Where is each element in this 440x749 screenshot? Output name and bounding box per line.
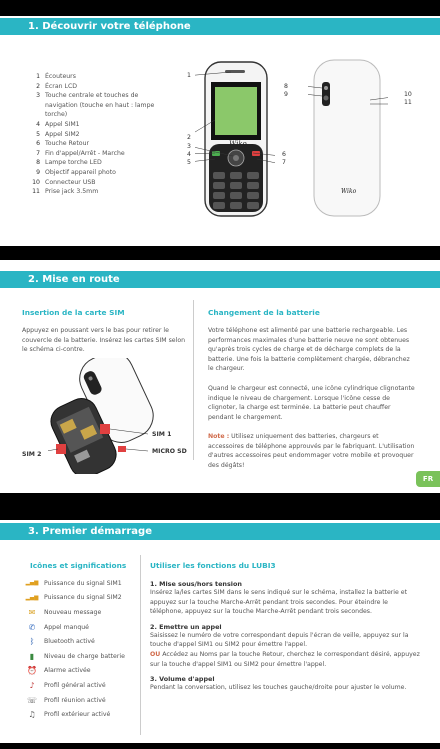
column-divider	[193, 300, 194, 460]
icon-legend-label: Bluetooth activé	[44, 638, 95, 646]
phone-back-illustration	[308, 58, 388, 220]
icon-legend-item	[26, 664, 125, 679]
callout-number: 2	[187, 134, 191, 141]
callout-number: 5	[187, 159, 191, 166]
callout-number: 6	[282, 151, 286, 158]
icon-legend-item	[26, 693, 125, 708]
legend-text: Objectif appareil photo	[45, 168, 116, 176]
legend-number: 6	[36, 140, 40, 148]
battery-icon: ▮	[29, 651, 35, 661]
bluetooth-icon: ᛒ	[29, 637, 35, 647]
top-band	[0, 0, 440, 16]
callout-number: 9	[284, 91, 288, 98]
legend-number: 5	[36, 130, 40, 138]
sim-instructions: Appuyez en poussant vers le bas pour retirer le couvercle de la batterie. Insérez les cartes SIM selon le schéma ci-contre.	[22, 327, 186, 354]
note-text: Utilisez uniquement des batteries, chargeurs et accessoires de téléphone approuvés par le fabriquant. L'utilisation d'autres accessoires peut endommager votre mobile et provoquer des dégâts!	[208, 433, 415, 469]
battery-note	[208, 432, 416, 470]
callout-number: 1	[187, 72, 191, 79]
function-heading: 3. Volume d'appel	[150, 675, 215, 684]
callout-number: 10	[404, 91, 412, 98]
callout-number: 7	[282, 159, 286, 166]
icon-legend-item	[26, 591, 125, 606]
brand-logo	[341, 186, 359, 194]
battery-section-title: Changement de la batterie	[208, 308, 320, 317]
microsd-label: MICRO SD	[152, 448, 187, 455]
sim-insertion-illustration	[48, 358, 158, 474]
legend-number: 8	[36, 159, 40, 167]
icon-legend-item	[26, 634, 125, 649]
icon-legend-item	[26, 605, 125, 620]
legend-item	[30, 91, 155, 120]
separator-band	[0, 493, 440, 520]
legend-text: Écran LCD	[45, 82, 78, 90]
function-heading: 2. Emettre un appel	[150, 622, 222, 631]
legend-text: Appel SIM2	[45, 130, 80, 138]
parts-legend	[30, 72, 155, 197]
legend-item	[30, 187, 155, 197]
missed-call-icon: ✆	[28, 622, 36, 632]
function-text: Insérez la/les cartes SIM dans le sens indiqué sur le schéma, installez la batterie et appuyez sur la touche Marche-Arrêt pendant trois secondes. Pour éteindre le téléphone, appuyez sur la touche Marche-Arrêt pendant trois secondes.	[150, 589, 408, 616]
svg-text:Wiko: Wiko	[341, 188, 357, 194]
svg-text:Wiko: Wiko	[229, 140, 247, 147]
legend-item	[30, 139, 155, 149]
callout-number: 3	[187, 143, 191, 150]
legend-text: Touche Retour	[45, 140, 90, 148]
icon-legend-label: Puissance du signal SIM1	[44, 579, 122, 587]
icon-legend-item	[26, 707, 125, 722]
legend-text: Connecteur USB	[45, 178, 96, 186]
legend-number: 1	[36, 73, 40, 80]
section-header	[0, 523, 440, 540]
battery-paragraph: Votre téléphone est alimenté par une batterie rechargeable. Les performances maximales d'une batterie neuve ne sont obtenues qu'après trois cycles de charge et de décharge complets de la batterie. Une fois la batterie complètement chargée, débranchez le chargeur.	[208, 327, 410, 373]
note-label: Note :	[208, 433, 230, 440]
section-title: 1. Découvrir votre téléphone	[28, 21, 191, 32]
legend-number: 9	[36, 168, 40, 176]
functions-section-title: Utiliser les fonctions du LUBI3	[150, 561, 276, 570]
icon-legend-label: Profil général activé	[44, 681, 106, 689]
function-text	[150, 650, 422, 669]
function-text: Saisissez le numéro de votre correspondant depuis l'écran de veille, appuyez sur la touche d'appel SIM1 ou SIM2 pour émettre l'appel.	[150, 631, 409, 649]
separator-band	[0, 246, 440, 260]
alarm-icon: ⏰	[27, 666, 37, 676]
sim-section-title: Insertion de la carte SIM	[22, 308, 125, 317]
callout-number: 4	[187, 151, 191, 158]
icon-legend-label: Profil réunion activé	[44, 696, 106, 704]
function-text-alt: Accédez au Noms par la touche Retour, cherchez le correspondant désiré, appuyez sur la touche d'appel SIM1 ou SIM2 pour émettre l'appel.	[150, 650, 420, 668]
brand-logo	[229, 139, 249, 147]
legend-item	[30, 82, 155, 92]
general-profile-icon: ♪	[29, 680, 35, 690]
legend-number: 2	[36, 82, 40, 90]
sim2-label: SIM 2	[22, 451, 42, 458]
legend-number: 4	[36, 120, 40, 128]
icons-section-title: Icônes et significations	[30, 561, 127, 570]
icon-legend-label: Niveau de charge batterie	[44, 652, 125, 660]
icon-legend-item	[26, 576, 125, 591]
callout-number: 11	[404, 99, 412, 106]
section-header	[0, 271, 440, 288]
legend-number: 7	[36, 149, 40, 157]
legend-text: Fin d'appel/Arrêt - Marche	[45, 149, 125, 157]
legend-text: Prise jack 3.5mm	[45, 188, 99, 196]
icon-legend-item	[26, 649, 125, 664]
legend-item	[30, 158, 155, 168]
legend-item	[30, 72, 155, 82]
icon-legend-item	[26, 620, 125, 635]
icon-legend-label: Appel manqué	[44, 623, 89, 631]
legend-item	[30, 149, 155, 159]
legend-number: 3	[36, 92, 40, 100]
outdoor-profile-icon: ♫	[28, 710, 36, 720]
sim1-label: SIM 1	[152, 431, 172, 438]
message-icon: ✉	[28, 607, 36, 617]
legend-number: 10	[32, 178, 40, 186]
legend-text: Lampe torche LED	[45, 159, 102, 167]
legend-item	[30, 168, 155, 178]
section-title: 3. Premier démarrage	[28, 526, 152, 537]
meeting-profile-icon: ☏	[26, 695, 37, 705]
language-badge: FR	[416, 471, 440, 487]
battery-paragraph: Quand le chargeur est connecté, une icône cylindrique clignotante indique le niveau de chargement. Lorsque l'icône cesse de clignoter, la charge est terminée. La batterie peut chauffer pendant le chargement.	[208, 385, 415, 421]
icon-legend-label: Nouveau message	[44, 608, 102, 616]
signal-sim1-icon: ▂▄▆	[25, 580, 39, 587]
legend-text: Touche centrale et touches de navigation (touche en haut : lampe torche)	[45, 92, 155, 119]
icon-legend-label: Profil extérieur activé	[44, 711, 111, 719]
functions-content	[150, 580, 422, 693]
callout-number: 8	[284, 83, 288, 90]
icon-legend-item	[26, 678, 125, 693]
icon-legend-list	[26, 576, 125, 722]
column-divider	[140, 555, 141, 735]
ou-label: OU	[150, 650, 161, 658]
legend-item	[30, 178, 155, 188]
function-heading: 1. Mise sous/hors tension	[150, 580, 242, 588]
signal-sim2-icon: ▂▄▆	[25, 594, 39, 601]
bottom-band	[0, 743, 440, 749]
icon-legend-label: Puissance du signal SIM2	[44, 594, 122, 602]
section-title: 2. Mise en route	[28, 274, 120, 285]
legend-item	[30, 120, 155, 130]
legend-item	[30, 130, 155, 140]
section-header	[0, 18, 440, 35]
icon-legend-label: Alarme activée	[44, 667, 91, 675]
function-text: Pendant la conversation, utilisez les touches gauche/droite pour ajuster le volume.	[150, 684, 407, 692]
legend-text: Écouteurs	[45, 73, 76, 80]
legend-number: 11	[32, 188, 40, 196]
legend-text: Appel SIM1	[45, 120, 80, 128]
